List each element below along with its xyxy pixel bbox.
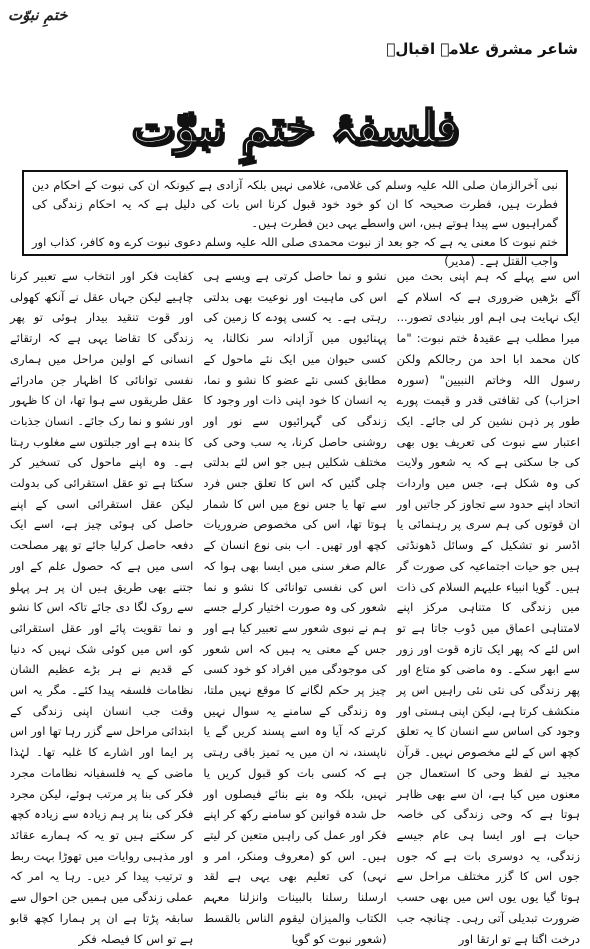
article-title: فلسفۂ ختمِ نبوّت <box>131 100 459 154</box>
column-left-text: کفایت فکر اور انتخاب سے تعبیر کرنا چاہیے لیکن جہاں عقل نے آنکھ کھولی اور قوت تنقید بیدار ہوئی تو پھر زندگی کا تقاضا یہی ہے کہ ارتقائے انسانی کے اولین مراحل میں ہماری نفسی توانائی کا اظہار جن مادرائے عقل طریقوں سے ہوا تھا، ان کا ظہور اور نشو و نما رک جائے۔ انسان جذبات کا بندہ ہے اور جبلتوں سے مغلوب رہتا ہے۔ وہ اپنے ماحول کی تسخیر کر سکتا ہے تو عقل استقرائی کی بدولت لیکن عقل استقرائی اسی کے اپنے حاصل کی ہوئی چیز ہے، اسے ایک دفعہ حاصل کرلیا جائے تو پھر مصلحت اسی میں ہے کہ حصول علم کے اور جتنے بھی طریق ہیں ان پر ہر پہلو سے روک لگا دی جائے تاکہ اس کا نشو و نما تقویت پائے اور عقل استقرائی کو، اس میں کوئی شک نہیں کہ دنیا کے قدیم نے ہر بڑے عظیم الشان نظامات فلسفہ پیدا کئے۔ مگر یہ اس وقت جب انسان اپنی زندگی کے ابتدائی مراحل سے گزر رہا تھا اور اس پر ایما اور اشارے کا غلبہ تھا۔ لہٰذا ماضی کے یہ فلسفیانہ نظامات مجرد فکر کی بنا پر مرتب ہوئے، لیکن مجرد فکر کی بنا پر ہم زیادہ سے زیادہ کچھ کر سکتے ہیں تو یہ کہ ہمارے عقائد اور مذہبی روایات میں تھوڑا بہت ربط و ترتیب پیدا کر دیں۔ رہا یہ امر کہ عملی زندگی میں ہمیں جن احوال سے سابقہ پڑتا ہے ان پر ہمارا کچھ قابو ہے تو اس کا فیصلہ فکر <box>10 269 194 946</box>
author-byline: شاعر مشرق علامہ اقبالؒ <box>386 40 578 58</box>
summary-paragraph-2: ختم نبوت کا معنی یہ ہے کہ جو بعد از نبوت محمدی صلی اللہ علیہ وسلم دعوی نبوت کرے وہ کافر، کذاب اور واجب القتل ہے۔ (مدیر) <box>32 235 558 268</box>
article-body <box>10 266 580 946</box>
column-left <box>10 266 194 946</box>
summary-box <box>22 170 568 268</box>
column-right <box>396 266 580 946</box>
summary-paragraph-1: نبی آخرالزمان صلی اللہ علیہ وسلم کی غلامی، غلامی نہیں بلکہ آزادی ہے کیونکہ ان کی نبوت کے احکام دین فطرت ہیں، فطرت صحیحہ کا ان کو خود خود قبول کرنا اس بات کی دلیل ہے کہ یہ احکام زندگی کی گمراہیوں سے پیدا ہوتے ہیں، اس واسطے یہی دین فطرت ہیں۔ <box>32 178 558 230</box>
column-right-text: اس سے پہلے کہ ہم اپنی بحث میں آگے بڑھیں ضروری ہے کہ اسلام کے ایک نہایت ہی اہم اور بنیادی تصور... میرا مطلب ہے عقیدۂ ختم نبوت: "ما کان محمد ابا احد من رجالکم ولکن رسول اللہ وخاتم النبیین" (سورہ احزاب) کی ثقافتی قدر و قیمت پورے طور پر ذہن نشین کر لی جائے۔ ایک اعتبار سے نبوت کی تعریف یوں بھی کی جا سکتی ہے کہ یہ شعور ولایت کی وہ شکل ہے، جس میں واردات اتحاد اپنے حدود سے تجاوز کر جاتیں اور ان قوتوں کی ہم سری پر رہنمائی یا اڈسر نو تشکیل کے وسائل ڈھونڈتی ہیں جو حیات اجتماعیہ کی صورت گر ہیں۔ گویا انبیاء علیہم السلام کی ذات میں زندگی کا متناہی مرکز اپنے لامتناہی اعماق میں ڈوب جاتا ہے تو اس لئے کہ پھر ایک تازہ قوت اور زور سے ابھر سکے۔ وہ ماضی کو متاع اور پھر زندگی کی نئی نئی راہیں اس پر منکشف کرتا ہے، لیکن اپنی ہستی اور وجود کی اساس سے انسان کا یہ تعلق کچھ اس کے لئے مخصوص نہیں۔ قرآن مجید نے لفظ وحی کا استعمال جن معنوں میں کیا ہے، ان سے بھی ظاہر ہوتا ہے کہ وحی زندگی کی خاصہ حیات ہے اور ایسا ہی عام جیسے زندگی، یہ دوسری بات ہے کہ جوں جوں اس کا گزر مختلف مراحل سے ہوتا گیا یوں یوں اس میں بھی حسب ضرورت تبدیلی آتی رہی۔ چنانچہ جب درخت اگتا ہے تو ارتقا اور <box>396 269 580 946</box>
column-middle <box>203 266 387 946</box>
column-middle-text: نشو و نما حاصل کرتی ہے ویسے ہی اس کی ماہیت اور نوعیت بھی بدلتی رہتی ہے۔ یہ کسی پودے کا زمین کی پہنائیوں میں آزادانہ سر نکالنا، یہ کسی حیوان میں ایک نئے ماحول کے مطابق کسی نئے عضو کا نشو و نما، یہ انسان کا خود اپنی ذات اور وجود کا زندگی کی گہرائیوں سے نور اور روشنی حاصل کرنا، یہ سب وحی کی مختلف شکلیں ہیں جو اس لئے بدلتی چلی گئیں کہ اس کا تعلق جس فرد سے تھا یا جس نوع میں اس کا شمار ہوتا تھا، اس کی مخصوص ضروریات کچھ اور تھیں۔ اب بنی نوع انسان کے عالم صغر سنی میں ایسا بھی ہوا کہ اس کی نفسی توانائی کا نشو و نما شعور کی وہ صورت اختیار کرلے جسے ہم نے نبوی شعور سے تعبیر کیا ہے اور جس کے معنی یہ ہیں کہ اس شعور کی موجودگی میں افراد کو خود کسی چیز پر حکم لگانے کا موقع نہیں ملتا، وہ زندگی کے سامنے یہ سوال نہیں کرتے کہ آیا وہ اسے پسند کریں گے یا ناپسند، نہ ان میں یہ تمیز باقی رہتی ہے کہ کسی بات کو قبول کریں یا نہیں، بلکہ وہ بنے بنائے فیصلوں اور حل شدہ قوانین کو سامنے رکھ کر اپنے فکر اور عمل کی راہیں متعین کر لیتے ہیں۔ اس کو (معروف ومنکر، امر و نہی) کی تعلیم بھی یہی ہے لقد ارسلنا رسلنا بالبینات وانزلنا معہم الکتاب والمیزان لیقوم الناس بالقسط (شعور نبوت کو گویا <box>203 269 387 946</box>
masthead-logo: ختمِ نبوّت <box>8 6 68 24</box>
article-title-box <box>70 92 520 162</box>
